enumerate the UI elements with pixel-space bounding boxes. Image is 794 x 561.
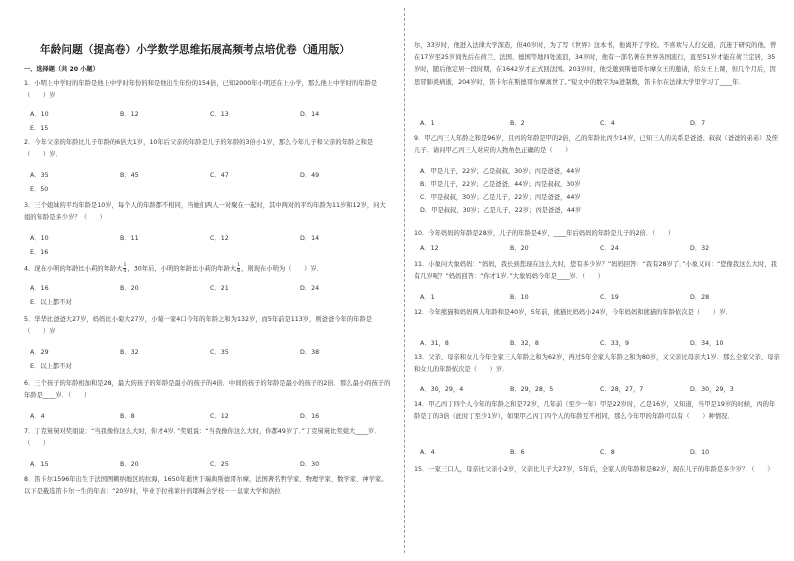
option: A．4 [30,413,45,420]
question-8: 8．笛卡尔1596年出生于法国图赖纳地区的拉海，1650年逝世于瑞典斯德哥尔摩，法国著名哲学家、物理学家、数学家、神学家。以下是截选笛卡尔一生的年表：“20岁时，毕业于拉弗莱什的耶稣会学校－－皇家大学和洛拉 [24,476,388,496]
option: C．35 [210,349,229,356]
question-11-options [420,292,780,304]
option: A．12 [420,245,439,252]
option: A．1 [420,120,435,127]
question-1-options [30,109,390,135]
section-heading: 一、选择题（共 20 小题） [24,66,99,73]
option: B．甲是儿子，22岁；乙是爸爸，44岁；丙是叔叔，30岁 [420,181,581,188]
question-12-options [420,338,780,350]
option: B．20 [120,461,139,468]
option: D．28 [690,294,710,301]
option: C．4 [600,120,615,127]
option: A．10 [30,111,49,118]
question-1: 1．小明上中学时的年龄是他上中学时年份的和是他出生年份的154倍，已知2000年小明还在上小学，那么他上中学时的年龄是（ ）岁 [24,80,378,100]
question-9: 9．甲乙丙三人年龄之和是96岁，且丙的年龄是甲的2倍，乙的年龄比丙少14岁，已知三人的关系是爸爸、叔叔（爸爸的弟弟）及侄儿子．请问甲乙丙三人对应的人物角色正确的是（ ） [414,135,779,155]
column-divider [404,8,405,553]
option: D．甲是叔叔，30岁；乙是儿子，22岁；丙是爸爸，44岁 [420,207,582,214]
fraction-numerator: 1 [237,263,241,268]
question-4 [24,263,392,276]
fraction [237,263,240,274]
option: D．10 [690,449,710,456]
question-11: 11．小象问大象妈妈：“妈妈，我长到您现在这么大时，您有多少岁？”妈妈回答：“我有28岁了．”小象又问：“您像我这么大时，我有几岁呢？”妈妈回答：“你才1岁．”大象妈妈今年是____岁．（ ） [414,261,777,281]
option: D．49 [300,172,320,179]
option: A．16 [30,285,49,292]
question-15: 15．一家三口人，母亲比父亲小2岁，父亲比儿子大27岁，5年后，全家人的年龄和是82岁，现在儿子的年龄是多少岁？（ ） [414,466,774,473]
question-2: 2．今年父亲的年龄比儿子年龄的6倍大1岁，10年后父亲的年龄是儿子的年龄的3倍小1岁，那么今年儿子和父亲的年龄之和是（ ）岁． [24,139,374,159]
option: A．29 [30,349,49,356]
option: E．16 [30,249,49,256]
option: C．24 [600,245,619,252]
option: D．16 [300,413,320,420]
option: C．21 [210,285,229,292]
question-13-options [420,384,780,396]
option: E．50 [30,186,49,193]
question-3-options [30,233,390,259]
option: A．30，29，4 [420,386,464,393]
question-12: 12．今年熊猫和妈妈两人年龄和是40岁，5年前，熊猫比妈妈小24岁，今年妈妈和熊猫的年龄依次是（ ）岁． [414,309,732,316]
option: B．20 [510,245,529,252]
option: C．13 [210,111,229,118]
option: D．38 [300,349,320,356]
option: D．34，10 [690,340,724,347]
question-6-options [30,411,390,423]
question-13: 13．父亲、母亲和女儿今年全家三人年龄之和为62岁，再过5年全家人年龄之和为80岁，又父亲比母亲大1岁．那么全家父亲、母亲和女儿的年龄依次是（ ）岁． [414,354,780,374]
option: B．2 [510,120,525,127]
option: B．10 [510,294,529,301]
option: E．15 [30,125,49,132]
option: C．47 [210,172,229,179]
option: A．10 [30,235,49,242]
option: C．25 [210,461,229,468]
question-10: 10．今年妈妈的年龄是28岁，儿子的年龄是4岁，____年后妈妈的年龄是儿子的2倍．（ ） [414,230,675,237]
question-4-options [30,283,390,309]
option: B．8 [120,413,135,420]
question-6: 6．三个孩子的年龄相加和是28，最大的孩子的年龄是最小的孩子的4倍．中间的孩子的年龄是最小的孩子的2倍．那么最小的孩子的年龄是____岁．（ ） [24,380,391,400]
page-title: 年龄问题（提高卷）小学数学思维拓展高频考点培优卷（通用版） [40,44,351,56]
option: D．14 [300,111,320,118]
option: A．1 [420,294,435,301]
option: B．45 [120,172,139,179]
option: B．32 [120,349,139,356]
fraction-numerator: 1 [123,263,127,268]
option: B．20 [120,285,139,292]
option: B．11 [120,235,139,242]
question-2-options [30,170,390,196]
option: A．4 [420,449,435,456]
option: B．6 [510,449,525,456]
option: E．以上都不对 [30,363,72,370]
question-8-continued: 尔，33岁时，他进入法律大学深造，但40岁时，为了写《世界》这本书，他离开了学校。不喜欢与人打交道，沉迷于研究的他，曾在17岁至25岁间先后在荷兰、法国、德国等地四处流浪，34岁时，他有一部名著在世界各国流行，直至51岁才能在荷兰定居，35岁时，随后他定居一段时期，在1642岁才正式回法国。203岁时，他受邀到斯德哥尔摩女王的邀请，给女王上课，但几个月后，因思冒肺炎病逝，204岁时，笛卡尔在斯德哥尔摩离世了。”短文中的数字为a进制数，笛卡尔在法律大学里学习了____年． [414,42,777,86]
option: D．24 [300,285,320,292]
option: D．14 [300,235,320,242]
question-14: 14．甲乙丙丁四个人今年的年龄之和是72岁，几年前（至少一年）甲是22岁时，乙是16岁，又知道，当甲是19岁的时候，丙的年龄是丁的3倍（此时丁至少1岁），如果甲乙丙丁四个人的年龄互不相同，那么今年甲的年龄可以有（ ）种情况． [414,401,776,421]
option: C．19 [600,294,619,301]
question-4-text-c: ，则现在小明为（ ）岁． [241,265,323,273]
option: A．15 [30,461,49,468]
question-5: 5．华华比爸爸大27岁，妈妈比小菊大27岁，小菊一家4口今年的年龄之和为132岁，而5年前是113岁，则爸爸今年的年龄是（ ）岁 [24,316,373,336]
option: D．30，29，3 [690,386,734,393]
option: B．32，8 [510,340,539,347]
question-10-options [420,243,780,255]
option: A．31，8 [420,340,449,347]
option: D．30 [300,461,320,468]
option: C．8 [600,449,615,456]
question-14-options [420,447,780,459]
option: D．32 [690,245,710,252]
question-8-options [420,118,780,130]
question-7: 7．丁克舅舅对奖姐说：“当我像你这么大时，你才4岁．”奖姐说：“当我像你这么大时，你都49岁了．”丁克舅舅比奖姐大____岁．（ ） [24,428,381,448]
question-3: 3．三个姐妹的平均年龄是10岁，每个人的年龄都不相同，当她们两人一对聚在一起时，其中两对的平均年龄为11岁和12岁，问大姐的年龄是多少岁？（ ） [24,202,386,222]
fraction-denominator: 8 [237,269,241,274]
option: A．甲是儿子，22岁；乙是叔叔，30岁；丙是爸爸，44岁 [420,168,581,175]
question-4-text-a: 4．现在小明的年龄比小莉的年龄大 [24,265,123,273]
option: C．12 [210,235,229,242]
option: C．33，9 [600,340,630,347]
question-7-options [30,459,390,471]
option: D．7 [690,120,706,127]
option: B．12 [120,111,139,118]
question-9-options [420,166,780,216]
option: B．29，28，5 [510,386,554,393]
option: A．35 [30,172,49,179]
fraction-denominator: 4 [123,269,127,274]
question-5-options [30,347,390,373]
option: C．28，27，7 [600,386,644,393]
fraction [123,263,126,274]
option: E．以上都不对 [30,299,72,306]
question-4-text-b: ，30年后，小明的年龄比小莉的年龄大 [127,265,237,273]
option: C．12 [210,413,229,420]
option: C．甲是叔叔，30岁；乙是儿子，22岁；丙是爸爸，44岁 [420,194,581,201]
